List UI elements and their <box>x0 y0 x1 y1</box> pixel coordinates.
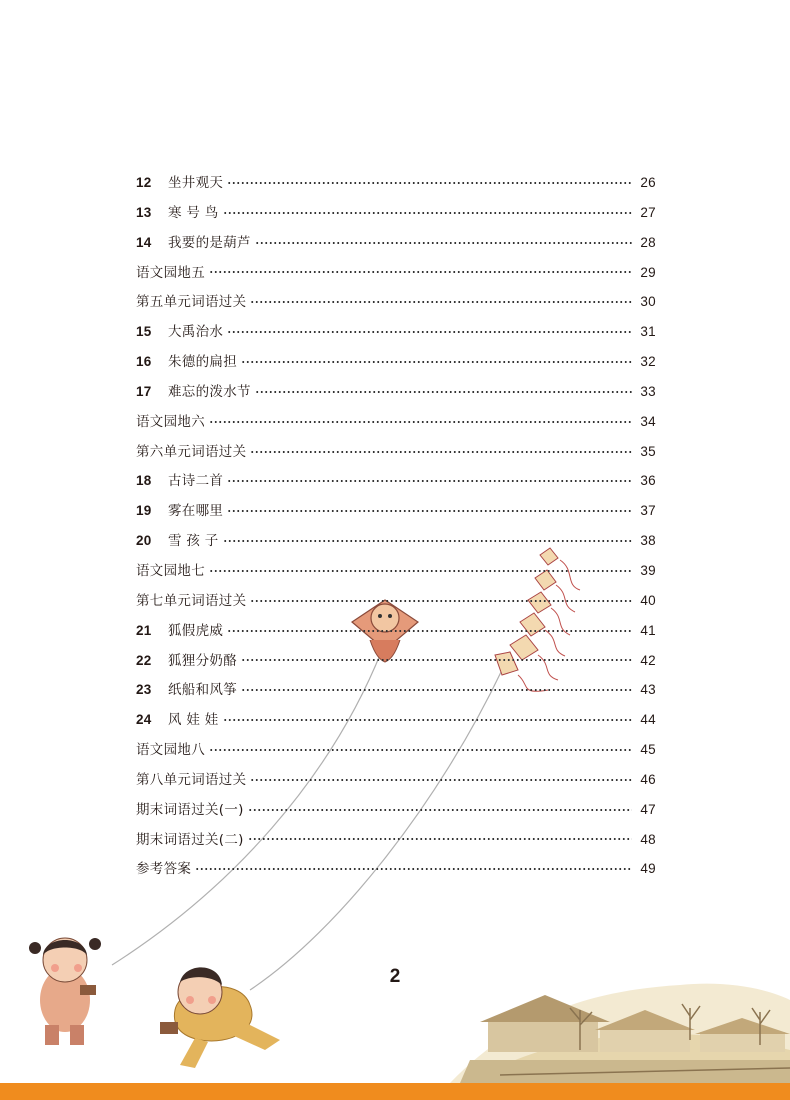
toc-dot-leader <box>223 536 632 546</box>
toc-entry-title: 雪 孩 子 <box>168 533 219 550</box>
toc-entry <box>136 317 656 347</box>
toc-entry-title: 第八单元词语过关 <box>136 771 247 788</box>
toc-entry-title: 第六单元词语过关 <box>136 443 247 460</box>
toc-entry-title: 坐井观天 <box>168 175 224 191</box>
toc-entry-number: 15 <box>136 324 152 340</box>
toc-entry <box>136 825 656 855</box>
toc-entry-number: 21 <box>136 622 152 638</box>
toc-entry <box>136 287 656 317</box>
toc-entry <box>136 168 656 198</box>
toc-entry-title: 难忘的泼水节 <box>168 383 251 400</box>
toc-entry <box>136 854 656 884</box>
toc-dot-leader <box>255 238 632 248</box>
toc-entry-number: 13 <box>136 204 152 220</box>
toc-entry <box>136 437 656 467</box>
toc-entry-page: 28 <box>640 234 656 250</box>
toc-entry-title: 寒 号 鸟 <box>168 204 219 221</box>
toc-entry-title: 古诗二首 <box>168 473 224 490</box>
toc-entry-title: 狐狸分奶酪 <box>168 652 237 669</box>
toc-entry <box>136 646 656 676</box>
toc-dot-leader <box>241 357 632 367</box>
toc-entry-number: 24 <box>136 712 152 728</box>
toc-entry-page: 35 <box>640 443 656 459</box>
toc-dot-leader <box>250 775 632 785</box>
toc-entry-number: 14 <box>136 234 152 250</box>
toc-entry <box>136 377 656 407</box>
toc-entry-number: 12 <box>136 175 152 190</box>
toc-entry-page: 33 <box>640 383 656 399</box>
toc-entry-page: 39 <box>640 562 656 578</box>
toc-entry-page: 38 <box>640 533 656 549</box>
toc-entry-page: 30 <box>640 294 656 310</box>
toc-entry-title: 狐假虎威 <box>168 622 224 639</box>
toc-entry <box>136 616 656 646</box>
toc-entry-page: 45 <box>640 742 656 758</box>
toc-dot-leader <box>241 655 632 665</box>
toc-dot-leader <box>227 626 632 636</box>
toc-entry-number: 16 <box>136 354 152 370</box>
toc-entry-number: 17 <box>136 383 152 399</box>
toc-entry <box>136 765 656 795</box>
toc-entry-page: 32 <box>640 354 656 370</box>
toc-dot-leader <box>227 476 632 486</box>
toc-entry-title: 语文园地六 <box>136 413 205 430</box>
toc-dot-leader <box>209 267 632 277</box>
toc-entry <box>136 496 656 526</box>
toc-dot-leader <box>227 327 632 337</box>
toc-dot-leader <box>250 596 632 606</box>
toc-entry-page: 36 <box>640 473 656 489</box>
toc-entry <box>136 228 656 258</box>
toc-entry <box>136 556 656 586</box>
toc-entry-page: 46 <box>640 771 656 787</box>
toc-dot-leader <box>195 864 632 874</box>
toc-dot-leader <box>250 297 632 307</box>
page-number: 2 <box>389 966 401 987</box>
toc-entry-number: 22 <box>136 652 152 668</box>
toc-dot-leader <box>209 417 632 427</box>
toc-entry-number: 23 <box>136 682 152 698</box>
toc-entry-page: 49 <box>640 861 656 877</box>
child-figure-right <box>160 967 280 1068</box>
rural-landscape <box>450 984 790 1083</box>
toc-entry-page: 26 <box>640 175 656 190</box>
toc-entry-page: 34 <box>640 413 656 429</box>
toc-entry <box>136 735 656 765</box>
toc-dot-leader <box>209 566 632 576</box>
toc-entry <box>136 705 656 735</box>
toc-dot-leader <box>223 715 632 725</box>
toc-entry-title: 第五单元词语过关 <box>136 294 247 311</box>
bottom-color-bar <box>0 1083 790 1100</box>
toc-dot-leader <box>223 208 632 218</box>
toc-entry-page: 43 <box>640 682 656 698</box>
toc-entry-title: 雾在哪里 <box>168 503 224 520</box>
toc-entry-title: 大禹治水 <box>168 324 224 341</box>
toc-entry <box>136 347 656 377</box>
toc-entry-title: 纸船和风筝 <box>168 682 237 699</box>
toc-dot-leader <box>227 506 632 516</box>
toc-entry-title: 语文园地五 <box>136 264 205 281</box>
toc-entry-number: 18 <box>136 473 152 489</box>
toc-entry <box>136 675 656 705</box>
toc-dot-leader <box>227 178 632 188</box>
toc-dot-leader <box>241 685 632 695</box>
toc-entry-number: 20 <box>136 533 152 549</box>
toc-dot-leader <box>248 834 632 844</box>
toc-entry-page: 40 <box>640 592 656 608</box>
table-of-contents <box>136 168 656 884</box>
toc-dot-leader <box>250 447 632 457</box>
toc-entry <box>136 586 656 616</box>
toc-entry-title: 朱德的扁担 <box>168 354 237 371</box>
toc-entry-page: 27 <box>640 204 656 220</box>
toc-entry-number: 19 <box>136 503 152 519</box>
toc-entry-page: 37 <box>640 503 656 519</box>
toc-entry-page: 41 <box>640 622 656 638</box>
toc-entry <box>136 795 656 825</box>
toc-entry-title: 期末词语过关(一) <box>136 801 244 818</box>
child-figure-left <box>29 938 101 1045</box>
toc-entry-title: 期末词语过关(二) <box>136 831 244 848</box>
toc-entry-title: 参考答案 <box>136 861 192 878</box>
toc-entry-title: 语文园地八 <box>136 742 205 759</box>
toc-entry-page: 42 <box>640 652 656 668</box>
toc-entry <box>136 258 656 288</box>
toc-entry <box>136 198 656 228</box>
toc-entry-page: 48 <box>640 831 656 847</box>
toc-entry <box>136 466 656 496</box>
toc-entry-page: 29 <box>640 264 656 280</box>
toc-entry-page: 44 <box>640 712 656 728</box>
toc-dot-leader <box>255 387 632 397</box>
toc-entry-title: 风 娃 娃 <box>168 712 219 729</box>
toc-dot-leader <box>248 805 632 815</box>
toc-entry <box>136 526 656 556</box>
toc-entry-title: 第七单元词语过关 <box>136 592 247 609</box>
toc-entry-page: 47 <box>640 801 656 817</box>
toc-entry-page: 31 <box>640 324 656 340</box>
toc-entry-title: 我要的是葫芦 <box>168 234 251 251</box>
toc-entry <box>136 407 656 437</box>
toc-entry-title: 语文园地七 <box>136 562 205 579</box>
toc-dot-leader <box>209 745 632 755</box>
